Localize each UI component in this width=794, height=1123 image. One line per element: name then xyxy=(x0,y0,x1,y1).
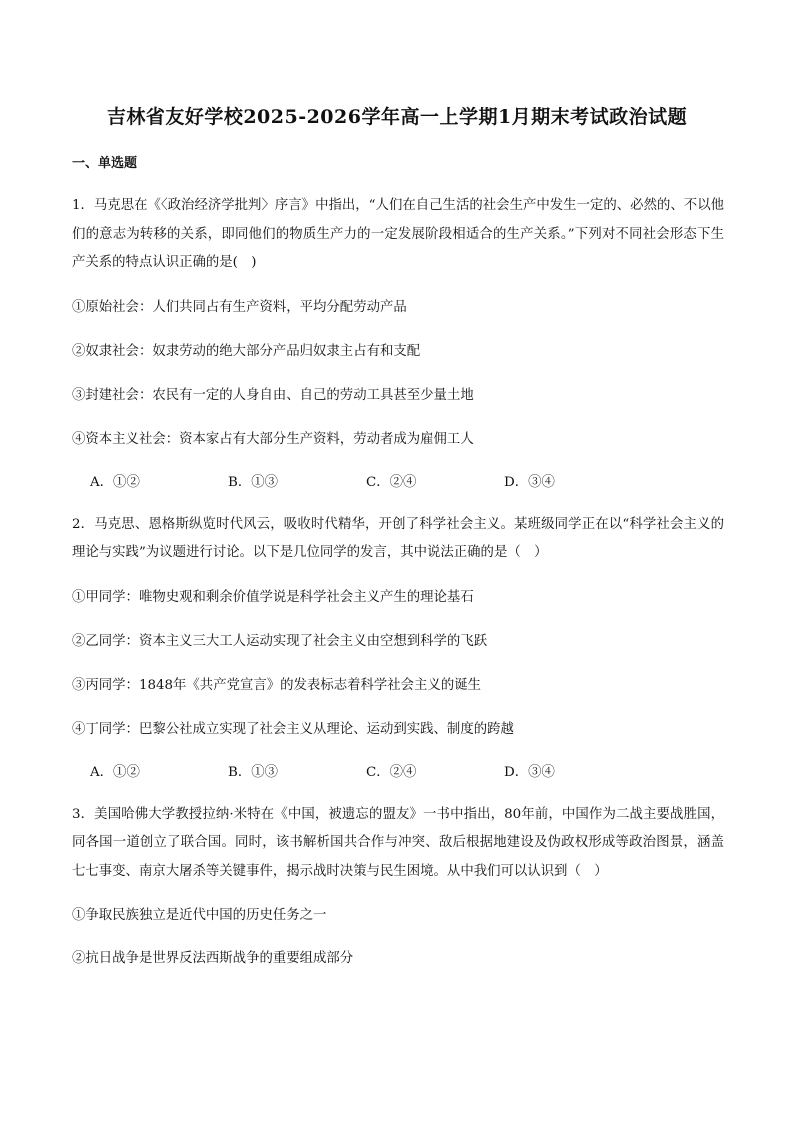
option-a: A．①② xyxy=(90,764,140,780)
statement-item: ③封建社会：农民有一定的人身自由、自己的劳动工具甚至少量土地 xyxy=(72,387,474,403)
statement-item: ④丁同学：巴黎公社成立实现了社会主义从理论、运动到实践、制度的跨越 xyxy=(72,721,514,737)
statement-item: ④资本主义社会：资本家占有大部分生产资料，劳动者成为雇佣工人 xyxy=(72,431,474,447)
option-b: B．①③ xyxy=(228,474,279,490)
option-d: D．③④ xyxy=(504,764,555,780)
question-2 xyxy=(72,511,724,787)
question-list xyxy=(72,192,724,973)
answer-options xyxy=(90,759,724,787)
statement-item: ②抗日战争是世界反法西斯战争的重要组成部分 xyxy=(72,951,354,966)
option-c: C．②④ xyxy=(366,764,417,780)
statement-item: ①争取民族独立是近代中国的历史任务之一 xyxy=(72,908,327,923)
document-title: 吉林省友好学校2025-2026学年高一上学期1月期末考试政治试题 xyxy=(106,106,688,128)
option-d: D．③④ xyxy=(504,474,555,490)
section-heading: 一、单选题 xyxy=(72,156,138,171)
statement-item: ①甲同学：唯物史观和剩余价值学说是科学社会主义产生的理论基石 xyxy=(72,589,474,605)
option-c: C．②④ xyxy=(366,474,417,490)
statement-item: ②乙同学：资本主义三大工人运动实现了社会主义由空想到科学的飞跃 xyxy=(72,633,488,649)
question-1 xyxy=(72,192,724,497)
option-b: B．①③ xyxy=(228,764,279,780)
option-a: A．①② xyxy=(90,474,140,490)
statement-item: ②奴隶社会：奴隶劳动的绝大部分产品归奴隶主占有和支配 xyxy=(72,343,421,359)
statement-item: ③丙同学：1848年《共产党宣言》的发表标志着科学社会主义的诞生 xyxy=(72,677,482,693)
question-3 xyxy=(72,801,724,974)
statement-item: ①原始社会：人们共同占有生产资料，平均分配劳动产品 xyxy=(72,299,407,315)
question-stem: 1．马克思在《〈政治经济学批判〉序言》中指出，“人们在自己生活的社会生产中发生一定的、必然的、不以他们的意志为转移的关系，即同他们的物质生产力的一定发展阶段相适合的生产关系。”下列对不同社会形态下生产关系的特点认识正确的是( ) xyxy=(72,198,724,270)
question-stem: 3．美国哈佛大学教授拉纳·米特在《中国，被遗忘的盟友》一书中指出，80年前，中国作为二战主要战胜国，同各国一道创立了联合国。同时，该书解析国共合作与冲突、敌后根据地建设及伪政权形成等政治图景，涵盖七七事变、南京大屠杀等关键事件，揭示战时决策与民生困境。从中我们可以认识到（ ） xyxy=(72,806,724,879)
answer-options xyxy=(90,469,724,497)
question-stem: 2．马克思、恩格斯纵览时代风云，吸收时代精华，开创了科学社会主义。某班级同学正在以“科学社会主义的理论与实践”为议题进行讨论。以下是几位同学的发言，其中说法正确的是（ ） xyxy=(72,516,724,560)
